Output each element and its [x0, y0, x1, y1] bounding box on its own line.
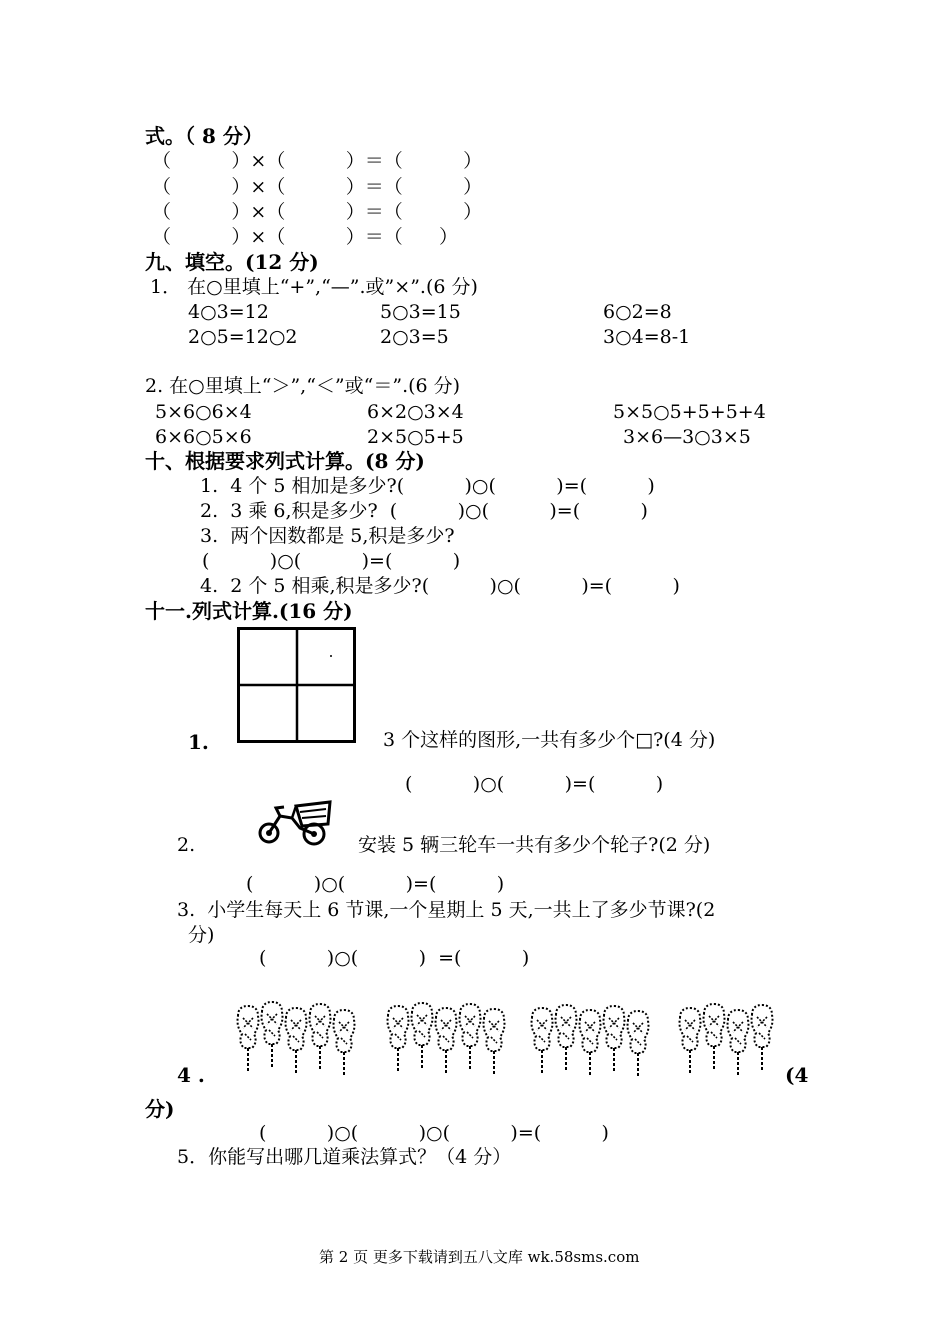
fill-item: 2○3=5 [380, 326, 449, 348]
compare-item: 5×5○5+5+5+4 [613, 401, 766, 423]
section-8-heading-tail: 式。（ 8 分） [145, 124, 263, 148]
section-9-question-2: 2. 在○里填上“＞”,“＜”或“＝”.(6 分) [145, 375, 461, 397]
q3-text-line-2: 分) [188, 924, 215, 946]
section-10-heading: 十、根据要求列式计算。(8 分) [145, 449, 425, 473]
fill-item: 4○3=12 [188, 301, 269, 323]
multiplication-blank-row: （ ）×（ ）＝（ ） [152, 150, 483, 172]
section-10-question-2: 2. 3 乘 6,积是多少? ( )○( )=( ) [200, 500, 648, 522]
fill-item: 2○5=12○2 [188, 326, 298, 348]
multiplication-blank-row: （ ）×（ ）＝（ ） [152, 176, 483, 198]
compare-item: 6×6○5×6 [155, 426, 252, 448]
compare-item: 6×2○3×4 [367, 401, 464, 423]
page-footer: 第 2 页 更多下载请到五八文库 wk.58sms.com [319, 1248, 640, 1266]
section-10-question-3-blank: ( )○( )=( ) [202, 550, 461, 572]
square-grid-figure [236, 626, 358, 746]
q2-answer-blank: ( )○( )=( ) [246, 873, 505, 895]
q2-number: 2. [177, 834, 196, 856]
q4-score-unit: 分) [145, 1097, 175, 1121]
q4-score: (4 [785, 1063, 809, 1087]
multiplication-blank-row: （ ）×（ ）＝（ ） [152, 226, 458, 248]
q1-answer-blank: ( )○( )=( ) [405, 773, 664, 795]
q3-answer-blank: ( )○( ) =( ) [259, 947, 530, 969]
q5-text: 5．你能写出哪几道乘法算式？（4 分） [177, 1146, 512, 1168]
q3-text-line-1: 3. 小学生每天上 6 节课,一个星期上 5 天,一共上了多少节课?(2 [177, 899, 716, 921]
section-9-heading: 九、填空。(12 分) [145, 250, 319, 274]
q4-number: 4 . [177, 1063, 205, 1087]
section-10-question-3: 3. 两个因数都是 5,积是多少? [200, 525, 455, 547]
compare-item: 3×6—3○3×5 [623, 426, 751, 448]
tricycle-picture [256, 798, 334, 848]
q2-text: 安装 5 辆三轮车一共有多少个轮子?(2 分) [358, 834, 711, 856]
fill-item: 3○4=8-1 [603, 326, 691, 348]
section-9-question-1: 1． 在○里填上“+”,“—”.或”×”.(6 分) [150, 276, 478, 298]
q4-answer-blank: ( )○( )○( )=( ) [259, 1122, 609, 1144]
q1-number: 1. [188, 730, 209, 754]
q1-text: 3 个这样的图形,一共有多少个□?(4 分) [383, 729, 716, 751]
compare-item: 2×5○5+5 [367, 426, 464, 448]
tree-groups-picture [234, 996, 779, 1072]
section-10-question-4: 4. 2 个 5 相乘,积是多少?( )○( )=( ) [200, 575, 680, 597]
fill-item: 5○3=15 [380, 301, 461, 323]
section-11-heading: 十一.列式计算.(16 分) [145, 599, 353, 623]
section-10-question-1: 1. 4 个 5 相加是多少?( )○( )=( ) [200, 475, 655, 497]
fill-item: 6○2=8 [603, 301, 672, 323]
multiplication-blank-row: （ ）×（ ）＝（ ） [152, 201, 483, 223]
compare-item: 5×6○6×4 [155, 401, 252, 423]
